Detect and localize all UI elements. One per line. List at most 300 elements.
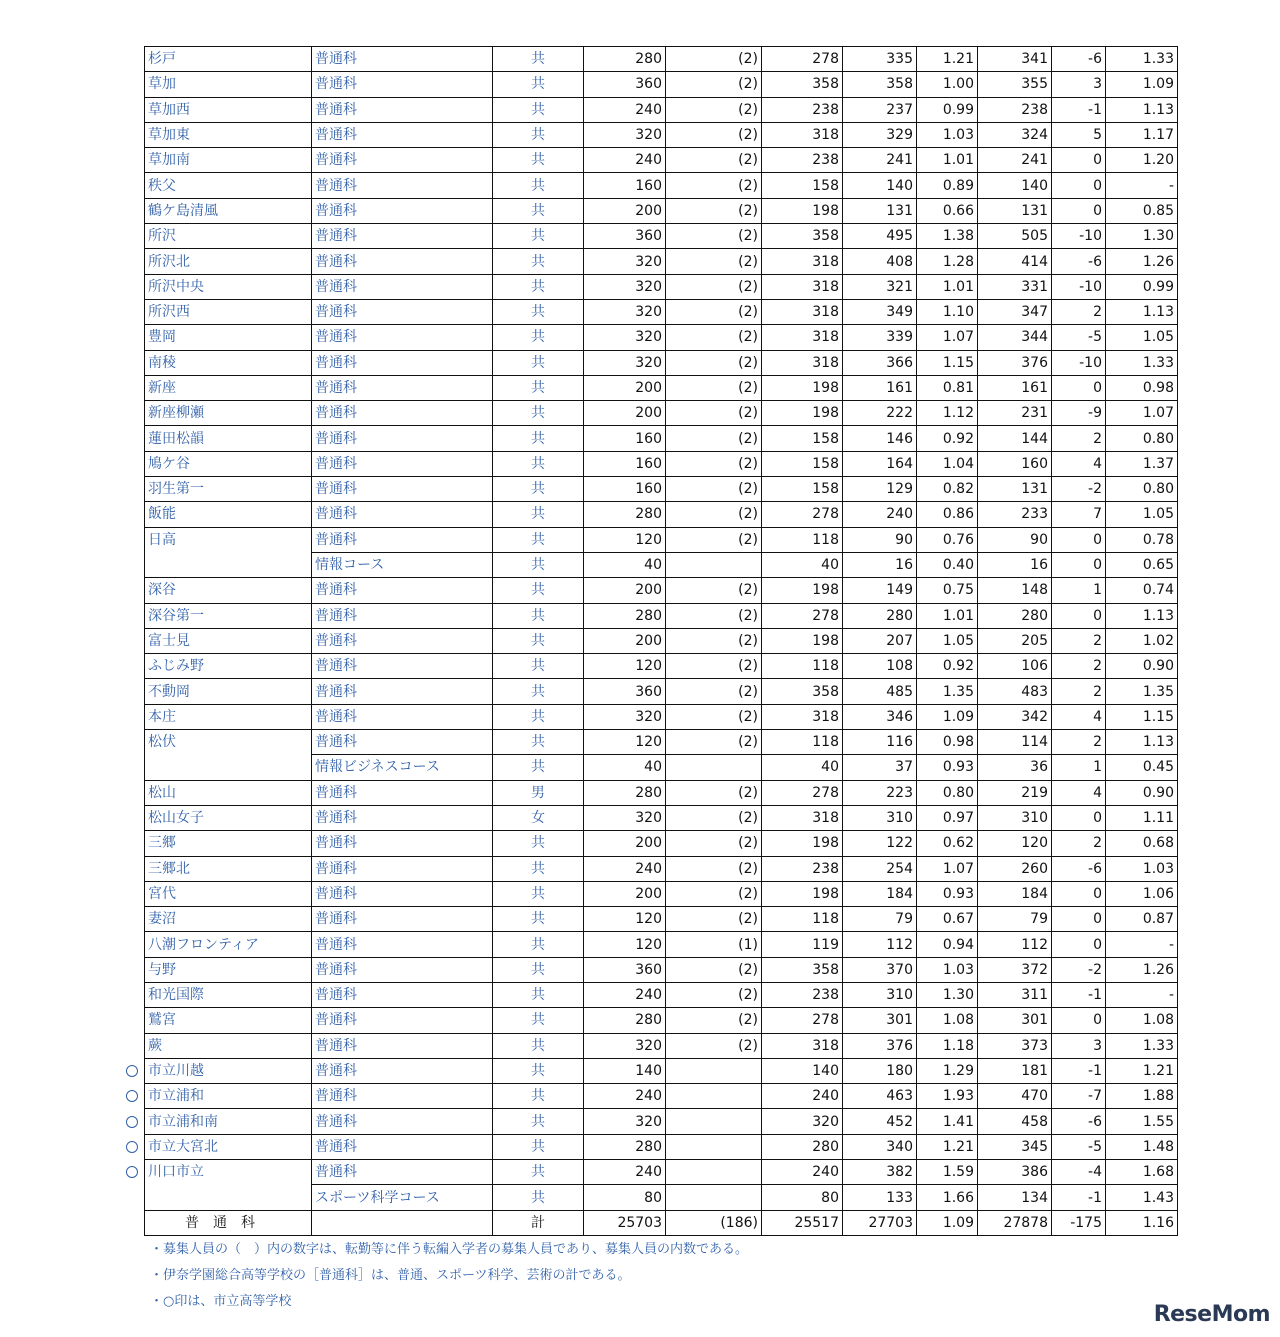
table-row <box>145 654 1178 679</box>
previous-ratio-cell: 1.09 <box>1106 72 1178 97</box>
applicants-cell: 116 <box>843 730 917 755</box>
course-name-cell: 普通科 <box>312 730 493 755</box>
course-name-cell: 普通科 <box>312 451 493 476</box>
net-capacity-cell: 40 <box>762 755 843 780</box>
previous-ratio-cell: 1.48 <box>1106 1134 1178 1159</box>
applicants-cell: 366 <box>843 350 917 375</box>
school-name-cell <box>145 552 312 577</box>
gender-type-cell: 共 <box>493 148 584 173</box>
total-final-cell: 27878 <box>978 1210 1052 1235</box>
final-applicants-cell: 373 <box>978 1033 1052 1058</box>
course-name-cell: 普通科 <box>312 274 493 299</box>
gender-type-cell: 共 <box>493 578 584 603</box>
net-capacity-cell: 198 <box>762 375 843 400</box>
capacity-cell: 200 <box>584 401 666 426</box>
capacity-cell: 240 <box>584 1160 666 1185</box>
city-school-mark-icon <box>126 1065 138 1077</box>
capacity-cell: 360 <box>584 224 666 249</box>
table-row <box>145 578 1178 603</box>
change-cell: 3 <box>1052 1033 1106 1058</box>
school-name-cell: 和光国際 <box>145 982 312 1007</box>
ratio-cell: 1.08 <box>917 1008 978 1033</box>
transfer-capacity-cell: (2) <box>666 97 762 122</box>
gender-type-cell: 共 <box>493 451 584 476</box>
previous-ratio-cell: 0.80 <box>1106 477 1178 502</box>
transfer-capacity-cell: (2) <box>666 982 762 1007</box>
change-cell: -6 <box>1052 856 1106 881</box>
net-capacity-cell: 198 <box>762 628 843 653</box>
transfer-capacity-cell: (2) <box>666 224 762 249</box>
admission-table <box>144 46 1178 1236</box>
course-name-cell: 普通科 <box>312 47 493 72</box>
capacity-cell: 320 <box>584 350 666 375</box>
change-cell: -7 <box>1052 1084 1106 1109</box>
course-name-cell: 普通科 <box>312 502 493 527</box>
transfer-capacity-cell: (2) <box>666 401 762 426</box>
applicants-cell: 382 <box>843 1160 917 1185</box>
change-cell: 2 <box>1052 628 1106 653</box>
gender-type-cell: 共 <box>493 679 584 704</box>
transfer-capacity-cell: (2) <box>666 325 762 350</box>
transfer-capacity-cell: (2) <box>666 805 762 830</box>
school-name-cell: 草加 <box>145 72 312 97</box>
course-name-cell: 普通科 <box>312 1058 493 1083</box>
change-cell: 4 <box>1052 780 1106 805</box>
final-applicants-cell: 90 <box>978 527 1052 552</box>
course-name-cell: 普通科 <box>312 527 493 552</box>
course-name-cell: 情報ビジネスコース <box>312 755 493 780</box>
ratio-cell: 0.97 <box>917 805 978 830</box>
final-applicants-cell: 112 <box>978 932 1052 957</box>
final-applicants-cell: 140 <box>978 173 1052 198</box>
applicants-cell: 237 <box>843 97 917 122</box>
course-name-cell: 普通科 <box>312 401 493 426</box>
change-cell: 0 <box>1052 198 1106 223</box>
previous-ratio-cell: 1.26 <box>1106 957 1178 982</box>
previous-ratio-cell: 1.08 <box>1106 1008 1178 1033</box>
ratio-cell: 1.18 <box>917 1033 978 1058</box>
transfer-capacity-cell: (2) <box>666 679 762 704</box>
table-row <box>145 1008 1178 1033</box>
net-capacity-cell: 238 <box>762 97 843 122</box>
previous-ratio-cell: 1.11 <box>1106 805 1178 830</box>
previous-ratio-cell: 1.13 <box>1106 97 1178 122</box>
net-capacity-cell: 280 <box>762 1134 843 1159</box>
capacity-cell: 240 <box>584 856 666 881</box>
change-cell: -10 <box>1052 350 1106 375</box>
applicants-cell: 358 <box>843 72 917 97</box>
school-name-cell: 八潮フロンティア <box>145 932 312 957</box>
gender-type-cell: 共 <box>493 704 584 729</box>
school-name-cell: 草加南 <box>145 148 312 173</box>
total-net-cell: 25517 <box>762 1210 843 1235</box>
table-row <box>145 224 1178 249</box>
course-name-cell: スポーツ科学コース <box>312 1185 493 1210</box>
transfer-capacity-cell: (1) <box>666 932 762 957</box>
gender-type-cell: 共 <box>493 47 584 72</box>
capacity-cell: 160 <box>584 477 666 502</box>
ratio-cell: 1.66 <box>917 1185 978 1210</box>
final-applicants-cell: 386 <box>978 1160 1052 1185</box>
transfer-capacity-cell <box>666 1160 762 1185</box>
ratio-cell: 1.05 <box>917 628 978 653</box>
final-applicants-cell: 36 <box>978 755 1052 780</box>
table-row <box>145 704 1178 729</box>
transfer-capacity-cell: (2) <box>666 274 762 299</box>
ratio-cell: 0.40 <box>917 552 978 577</box>
net-capacity-cell: 278 <box>762 47 843 72</box>
previous-ratio-cell: 1.13 <box>1106 730 1178 755</box>
table-row <box>145 881 1178 906</box>
capacity-cell: 240 <box>584 97 666 122</box>
applicants-cell: 223 <box>843 780 917 805</box>
capacity-cell: 320 <box>584 122 666 147</box>
capacity-cell: 320 <box>584 805 666 830</box>
table-row <box>145 527 1178 552</box>
footnote: ・○印は、市立高等学校 <box>150 1294 292 1309</box>
applicants-cell: 108 <box>843 654 917 679</box>
applicants-cell: 280 <box>843 603 917 628</box>
transfer-capacity-cell: (2) <box>666 856 762 881</box>
course-name-cell: 普通科 <box>312 299 493 324</box>
final-applicants-cell: 114 <box>978 730 1052 755</box>
transfer-capacity-cell: (2) <box>666 299 762 324</box>
gender-type-cell: 共 <box>493 173 584 198</box>
ratio-cell: 0.93 <box>917 755 978 780</box>
school-name-cell: 蓮田松韻 <box>145 426 312 451</box>
table-row <box>145 1058 1178 1083</box>
capacity-cell: 200 <box>584 628 666 653</box>
gender-type-cell: 共 <box>493 72 584 97</box>
capacity-cell: 160 <box>584 426 666 451</box>
applicants-cell: 376 <box>843 1033 917 1058</box>
net-capacity-cell: 158 <box>762 477 843 502</box>
applicants-cell: 349 <box>843 299 917 324</box>
change-cell: -1 <box>1052 1185 1106 1210</box>
capacity-cell: 200 <box>584 831 666 856</box>
course-name-cell: 普通科 <box>312 375 493 400</box>
previous-ratio-cell: 0.99 <box>1106 274 1178 299</box>
transfer-capacity-cell: (2) <box>666 198 762 223</box>
capacity-cell: 200 <box>584 578 666 603</box>
ratio-cell: 1.04 <box>917 451 978 476</box>
ratio-cell: 1.07 <box>917 325 978 350</box>
gender-type-cell: 共 <box>493 401 584 426</box>
school-name-cell: 松伏 <box>145 730 312 755</box>
capacity-cell: 140 <box>584 1058 666 1083</box>
transfer-capacity-cell: (2) <box>666 451 762 476</box>
previous-ratio-cell: 1.55 <box>1106 1109 1178 1134</box>
final-applicants-cell: 280 <box>978 603 1052 628</box>
final-applicants-cell: 311 <box>978 982 1052 1007</box>
previous-ratio-cell: 0.90 <box>1106 780 1178 805</box>
ratio-cell: 0.99 <box>917 97 978 122</box>
previous-ratio-cell: 1.13 <box>1106 299 1178 324</box>
previous-ratio-cell: - <box>1106 932 1178 957</box>
capacity-cell: 160 <box>584 173 666 198</box>
previous-ratio-cell: 0.45 <box>1106 755 1178 780</box>
net-capacity-cell: 118 <box>762 527 843 552</box>
change-cell: -2 <box>1052 477 1106 502</box>
net-capacity-cell: 278 <box>762 603 843 628</box>
net-capacity-cell: 358 <box>762 224 843 249</box>
course-name-cell: 普通科 <box>312 932 493 957</box>
course-name-cell: 普通科 <box>312 1033 493 1058</box>
ratio-cell: 0.92 <box>917 426 978 451</box>
ratio-cell: 0.62 <box>917 831 978 856</box>
transfer-capacity-cell: (2) <box>666 249 762 274</box>
final-applicants-cell: 470 <box>978 1084 1052 1109</box>
applicants-cell: 122 <box>843 831 917 856</box>
net-capacity-cell: 318 <box>762 274 843 299</box>
change-cell: -4 <box>1052 1160 1106 1185</box>
applicants-cell: 301 <box>843 1008 917 1033</box>
table-row <box>145 932 1178 957</box>
final-applicants-cell: 160 <box>978 451 1052 476</box>
city-school-mark-icon <box>126 1141 138 1153</box>
course-name-cell: 情報コース <box>312 552 493 577</box>
ratio-cell: 1.38 <box>917 224 978 249</box>
final-applicants-cell: 144 <box>978 426 1052 451</box>
table-row <box>145 148 1178 173</box>
final-applicants-cell: 341 <box>978 47 1052 72</box>
total-capacity-cell: 25703 <box>584 1210 666 1235</box>
course-name-cell: 普通科 <box>312 477 493 502</box>
gender-type-cell: 共 <box>493 1008 584 1033</box>
school-name-cell: 三郷 <box>145 831 312 856</box>
course-name-cell: 普通科 <box>312 97 493 122</box>
ratio-cell: 0.98 <box>917 730 978 755</box>
applicants-cell: 79 <box>843 907 917 932</box>
net-capacity-cell: 320 <box>762 1109 843 1134</box>
gender-type-cell: 共 <box>493 957 584 982</box>
ratio-cell: 1.03 <box>917 957 978 982</box>
previous-ratio-cell: 0.74 <box>1106 578 1178 603</box>
table-row <box>145 780 1178 805</box>
previous-ratio-cell: 1.13 <box>1106 603 1178 628</box>
transfer-capacity-cell: (2) <box>666 375 762 400</box>
ratio-cell: 1.35 <box>917 679 978 704</box>
change-cell: 0 <box>1052 603 1106 628</box>
table-row <box>145 957 1178 982</box>
school-name-cell: 草加東 <box>145 122 312 147</box>
applicants-cell: 310 <box>843 805 917 830</box>
gender-type-cell: 共 <box>493 527 584 552</box>
applicants-cell: 133 <box>843 1185 917 1210</box>
final-applicants-cell: 148 <box>978 578 1052 603</box>
ratio-cell: 1.10 <box>917 299 978 324</box>
school-name-cell: 市立浦和南 <box>145 1109 312 1134</box>
course-name-cell: 普通科 <box>312 325 493 350</box>
table-row <box>145 47 1178 72</box>
applicants-cell: 254 <box>843 856 917 881</box>
school-name-cell: 鳩ケ谷 <box>145 451 312 476</box>
capacity-cell: 280 <box>584 603 666 628</box>
resemom-logo: ReseMom <box>1153 1302 1270 1327</box>
ratio-cell: 0.81 <box>917 375 978 400</box>
transfer-capacity-cell: (2) <box>666 881 762 906</box>
net-capacity-cell: 318 <box>762 325 843 350</box>
total-change-cell: -175 <box>1052 1210 1106 1235</box>
change-cell: 0 <box>1052 805 1106 830</box>
course-name-cell: 普通科 <box>312 1109 493 1134</box>
gender-type-cell: 共 <box>493 426 584 451</box>
change-cell: 0 <box>1052 552 1106 577</box>
transfer-capacity-cell: (2) <box>666 704 762 729</box>
transfer-capacity-cell: (2) <box>666 148 762 173</box>
ratio-cell: 1.01 <box>917 148 978 173</box>
course-name-cell: 普通科 <box>312 654 493 679</box>
net-capacity-cell: 318 <box>762 805 843 830</box>
city-school-mark-icon <box>126 1116 138 1128</box>
gender-type-cell: 共 <box>493 1033 584 1058</box>
school-name-cell: 市立浦和 <box>145 1084 312 1109</box>
capacity-cell: 320 <box>584 1033 666 1058</box>
final-applicants-cell: 181 <box>978 1058 1052 1083</box>
table-row <box>145 1109 1178 1134</box>
course-name-cell: 普通科 <box>312 198 493 223</box>
final-applicants-cell: 219 <box>978 780 1052 805</box>
course-name-cell: 普通科 <box>312 780 493 805</box>
school-name-cell: 所沢中央 <box>145 274 312 299</box>
transfer-capacity-cell: (2) <box>666 780 762 805</box>
previous-ratio-cell: 1.17 <box>1106 122 1178 147</box>
final-applicants-cell: 233 <box>978 502 1052 527</box>
capacity-cell: 360 <box>584 957 666 982</box>
total-transfer-cell: (186) <box>666 1210 762 1235</box>
gender-type-cell: 共 <box>493 831 584 856</box>
capacity-cell: 360 <box>584 72 666 97</box>
change-cell: 0 <box>1052 148 1106 173</box>
gender-type-cell: 共 <box>493 881 584 906</box>
change-cell: 2 <box>1052 730 1106 755</box>
transfer-capacity-cell <box>666 1109 762 1134</box>
applicants-cell: 164 <box>843 451 917 476</box>
table-row <box>145 173 1178 198</box>
school-name-cell: 羽生第一 <box>145 477 312 502</box>
change-cell: -1 <box>1052 97 1106 122</box>
course-name-cell: 普通科 <box>312 1008 493 1033</box>
previous-ratio-cell: 0.98 <box>1106 375 1178 400</box>
capacity-cell: 40 <box>584 755 666 780</box>
final-applicants-cell: 120 <box>978 831 1052 856</box>
net-capacity-cell: 238 <box>762 148 843 173</box>
ratio-cell: 1.00 <box>917 72 978 97</box>
gender-type-cell: 共 <box>493 552 584 577</box>
course-name-cell: 普通科 <box>312 122 493 147</box>
applicants-cell: 346 <box>843 704 917 729</box>
previous-ratio-cell: 1.33 <box>1106 1033 1178 1058</box>
course-name-cell: 普通科 <box>312 982 493 1007</box>
change-cell: 0 <box>1052 881 1106 906</box>
ratio-cell: 1.29 <box>917 1058 978 1083</box>
net-capacity-cell: 198 <box>762 831 843 856</box>
applicants-cell: 222 <box>843 401 917 426</box>
applicants-cell: 146 <box>843 426 917 451</box>
transfer-capacity-cell <box>666 552 762 577</box>
ratio-cell: 1.30 <box>917 982 978 1007</box>
table-row <box>145 426 1178 451</box>
previous-ratio-cell: - <box>1106 173 1178 198</box>
final-applicants-cell: 260 <box>978 856 1052 881</box>
total-gender-cell: 計 <box>493 1210 584 1235</box>
gender-type-cell: 共 <box>493 982 584 1007</box>
change-cell: 5 <box>1052 122 1106 147</box>
gender-type-cell: 男 <box>493 780 584 805</box>
previous-ratio-cell: 1.15 <box>1106 704 1178 729</box>
net-capacity-cell: 158 <box>762 426 843 451</box>
ratio-cell: 1.03 <box>917 122 978 147</box>
transfer-capacity-cell: (2) <box>666 173 762 198</box>
ratio-cell: 1.09 <box>917 704 978 729</box>
previous-ratio-cell: 1.68 <box>1106 1160 1178 1185</box>
table-row <box>145 502 1178 527</box>
previous-ratio-cell: 0.90 <box>1106 654 1178 679</box>
capacity-cell: 200 <box>584 375 666 400</box>
capacity-cell: 360 <box>584 679 666 704</box>
school-name-cell <box>145 1185 312 1210</box>
course-name-cell: 普通科 <box>312 350 493 375</box>
net-capacity-cell: 278 <box>762 502 843 527</box>
capacity-cell: 280 <box>584 780 666 805</box>
gender-type-cell: 共 <box>493 249 584 274</box>
table-row <box>145 477 1178 502</box>
applicants-cell: 310 <box>843 982 917 1007</box>
previous-ratio-cell: 1.06 <box>1106 881 1178 906</box>
applicants-cell: 16 <box>843 552 917 577</box>
course-name-cell: 普通科 <box>312 704 493 729</box>
school-name-cell: ふじみ野 <box>145 654 312 679</box>
final-applicants-cell: 238 <box>978 97 1052 122</box>
capacity-cell: 280 <box>584 47 666 72</box>
previous-ratio-cell: 0.87 <box>1106 907 1178 932</box>
ratio-cell: 0.86 <box>917 502 978 527</box>
school-name-cell: 市立川越 <box>145 1058 312 1083</box>
previous-ratio-cell: 1.37 <box>1106 451 1178 476</box>
ratio-cell: 1.01 <box>917 603 978 628</box>
change-cell: -9 <box>1052 401 1106 426</box>
gender-type-cell: 共 <box>493 274 584 299</box>
final-applicants-cell: 331 <box>978 274 1052 299</box>
previous-ratio-cell: 0.80 <box>1106 426 1178 451</box>
ratio-cell: 0.67 <box>917 907 978 932</box>
net-capacity-cell: 119 <box>762 932 843 957</box>
net-capacity-cell: 238 <box>762 856 843 881</box>
gender-type-cell: 共 <box>493 603 584 628</box>
table-row <box>145 299 1178 324</box>
table-row <box>145 805 1178 830</box>
course-name-cell: 普通科 <box>312 805 493 830</box>
capacity-cell: 320 <box>584 1109 666 1134</box>
capacity-cell: 240 <box>584 148 666 173</box>
net-capacity-cell: 240 <box>762 1160 843 1185</box>
course-name-cell: 普通科 <box>312 249 493 274</box>
transfer-capacity-cell: (2) <box>666 628 762 653</box>
change-cell: 2 <box>1052 831 1106 856</box>
table-row <box>145 122 1178 147</box>
transfer-capacity-cell <box>666 1058 762 1083</box>
change-cell: 0 <box>1052 907 1106 932</box>
change-cell: 1 <box>1052 578 1106 603</box>
previous-ratio-cell: 0.65 <box>1106 552 1178 577</box>
final-applicants-cell: 205 <box>978 628 1052 653</box>
capacity-cell: 120 <box>584 730 666 755</box>
net-capacity-cell: 318 <box>762 249 843 274</box>
school-name-cell: 所沢北 <box>145 249 312 274</box>
previous-ratio-cell: 1.05 <box>1106 502 1178 527</box>
applicants-cell: 452 <box>843 1109 917 1134</box>
previous-ratio-cell: 1.33 <box>1106 47 1178 72</box>
